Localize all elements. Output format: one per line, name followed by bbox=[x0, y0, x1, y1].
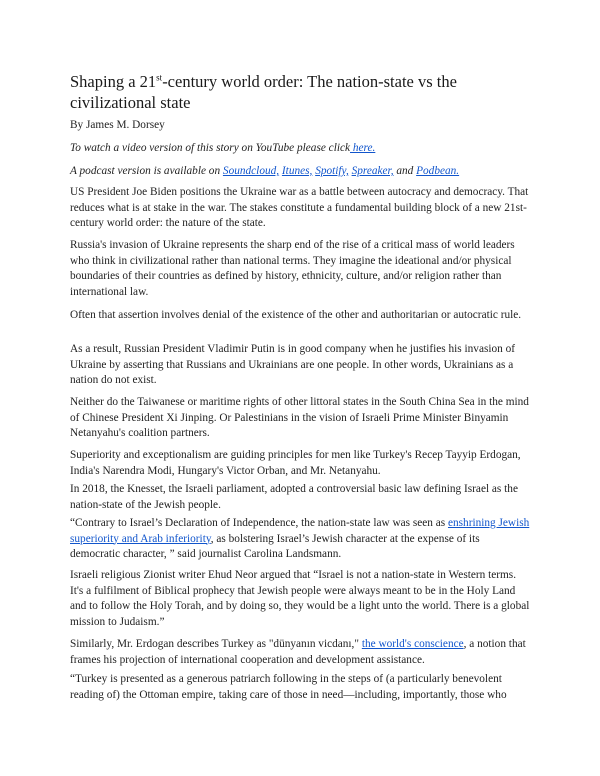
spreaker-link[interactable]: Spreaker, bbox=[351, 165, 394, 177]
paragraph-10-text: Similarly, Mr. Erdogan describes Turkey as "dünyanın vicdanı," bbox=[70, 638, 362, 650]
video-line bbox=[70, 141, 532, 157]
paragraph-1: US President Joe Biden positions the Ukraine war as a battle between autocracy and democracy. That reduces what is at stake in the war. The stakes constitute a fundamental building block of a new 21st-century world order: the nature of the state. bbox=[70, 186, 529, 229]
paragraph-7: In 2018, the Knesset, the Israeli parliament, adopted a controversial basic law defining Israel as the nation-state of the Jewish people. bbox=[70, 483, 518, 511]
podcast-line-text: A podcast version is available on bbox=[70, 165, 223, 177]
article-title bbox=[70, 71, 540, 113]
paragraph-10 bbox=[70, 637, 532, 668]
podcast-line bbox=[70, 164, 532, 180]
paragraph-8 bbox=[70, 516, 532, 563]
paragraph-5: Neither do the Taiwanese or maritime rights of other littoral states in the South China Sea in the mind of Chinese President Xi Jinping. Or Palestinians in the vision of Israeli Prime Minister Binyamin Netanyahu's coalition partners. bbox=[70, 396, 529, 439]
paragraph-8-text: “Contrary to Israel’s Declaration of Independence, the nation-state law was seen as bbox=[70, 517, 448, 529]
video-line-text: To watch a video version of this story on YouTube please click bbox=[70, 142, 351, 154]
paragraph-2: Russia's invasion of Ukraine represents the sharp end of the rise of a critical mass of world leaders who think in civilizational rather than national terms. They imagine the ideational and/or physical boundaries of their countries as defined by history, ethnicity, culture, and/or religion rather than international law. bbox=[70, 239, 515, 298]
podbean-link[interactable]: Podbean. bbox=[416, 165, 460, 177]
enshrining-link[interactable]: enshrining Jewish superiority and Arab inferiority bbox=[70, 517, 530, 545]
paragraph-6: Superiority and exceptionalism are guiding principles for men like Turkey's Recep Tayyip Erdogan, India's Narendra Modi, Hungary's Victor Orban, and Mr. Netanyahu. bbox=[70, 449, 521, 477]
worlds-conscience-link[interactable]: the world's conscience bbox=[361, 638, 464, 650]
paragraph-4: As a result, Russian President Vladimir Putin is in good company when he justifies his invasion of Ukraine by asserting that Russians and Ukrainians are one people. In other words, Ukrainians as a nation do not exist. bbox=[70, 343, 516, 386]
title-text-rest: -century world order: The nation-state vs the civilizational state bbox=[70, 72, 457, 112]
paragraph-11: “Turkey is presented as a generous patriarch following in the steps of (a particularly benevolent reading of) the Ottoman empire, taking care of those in need—including, importantly, those who bbox=[70, 673, 507, 701]
soundcloud-link[interactable]: Soundcloud, bbox=[222, 165, 280, 177]
spotify-link[interactable]: Spotify, bbox=[315, 165, 349, 177]
byline: By James M. Dorsey bbox=[70, 119, 165, 131]
paragraph-9: Israeli religious Zionist writer Ehud Neor argued that “Israel is not a nation-state in Western terms. It's a fulfilment of Biblical prophecy that Jewish people were always meant to be in the Holy Land and to follow the Holy Torah, and by doing so, they would be a light unto the world. There is a global mission to Judaism.” bbox=[70, 569, 530, 628]
video-link[interactable]: here. bbox=[350, 142, 376, 154]
paragraph-8-text-rest: , as bolstering Israel’s Jewish character at the expense of its democratic character, ” said journalist Carolina Landsmann. bbox=[70, 532, 480, 560]
itunes-link[interactable]: Itunes, bbox=[281, 165, 313, 177]
title-superscript: st bbox=[156, 72, 163, 83]
paragraph-10-text-rest: , a notion that frames his projection of international cooperation and development assistance. bbox=[70, 638, 526, 666]
podcast-and-text: and bbox=[393, 165, 417, 177]
paragraph-3: Often that assertion involves denial of the existence of the other and authoritarian or autocratic rule. bbox=[70, 309, 522, 321]
title-text: Shaping a 21 bbox=[70, 72, 157, 91]
